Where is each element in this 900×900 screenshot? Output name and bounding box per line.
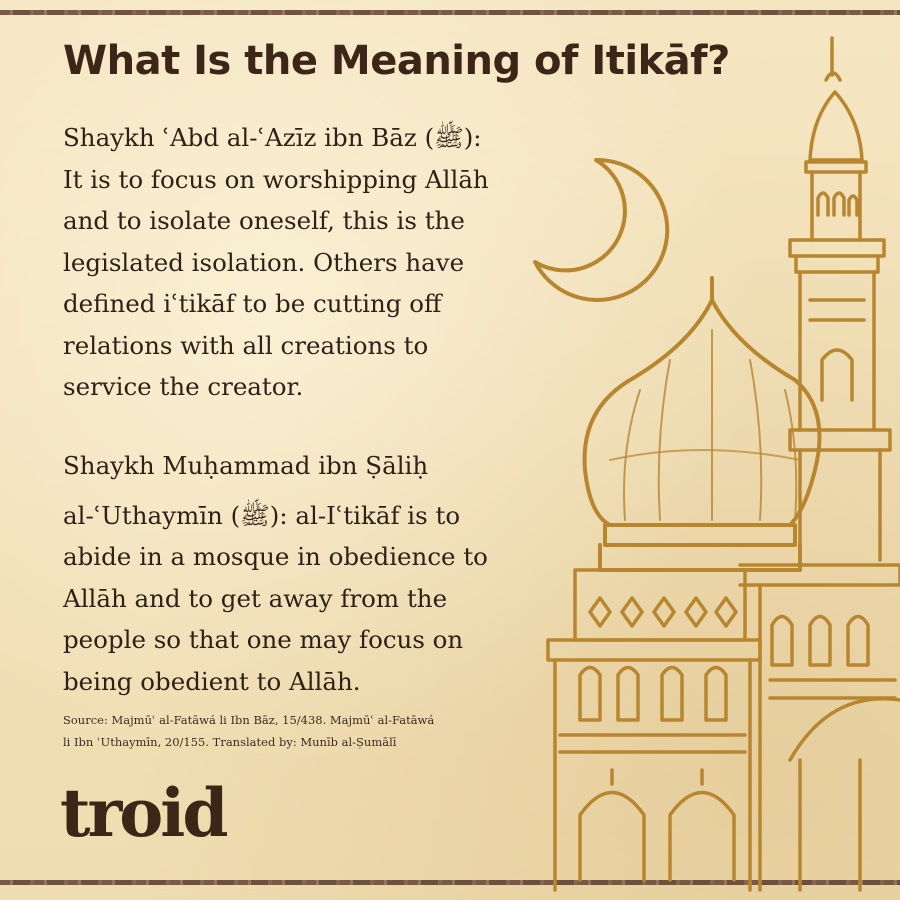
quote-line: al-ʿUthaymīn (ﷺ): al-Iʿtikāf is to [63, 500, 461, 530]
quote-line: and to isolate oneself, this is the [63, 206, 465, 235]
quote-line: Shaykh Muḥammad ibn Ṣāliḥ [63, 451, 429, 480]
quote-line: people so that one may focus on [63, 625, 464, 654]
quote-line: service the creator. [63, 372, 304, 401]
quote-line: Shaykh ʿAbd al-ʿAzīz ibn Bāz (ﷺ): [63, 123, 482, 152]
quote-line: relations with all creations to [63, 330, 429, 360]
quote-ibn-baz [63, 117, 563, 408]
quote-line: It is to focus on worshipping Allāh [63, 164, 489, 194]
source-citation [63, 709, 434, 753]
quote-uthaymin [63, 445, 563, 702]
source-line: Source: Majmūʿ al-Fatāwá li Ibn Bāz, 15/438. Majmūʿ al-Fatāwá [63, 713, 435, 727]
dome [585, 278, 820, 570]
quote-line: being obedient to Allāh. [63, 666, 361, 696]
quote-line: defined iʿtikāf to be cutting off [63, 289, 442, 318]
troid-logo: troid [60, 774, 226, 852]
quote-line: legislated isolation. Others have [63, 247, 465, 277]
source-line: li Ibn ʿUthaymīn, 20/155. Translated by: Munīb al-Ṣumālī [63, 735, 397, 749]
minaret [790, 38, 890, 560]
central-building [548, 570, 760, 890]
page-title: What Is the Meaning of Itikāf? [63, 38, 730, 84]
side-building [740, 565, 900, 890]
quote-line: abide in a mosque in obedience to [63, 542, 488, 571]
quote-line: Allāh and to get away from the [63, 583, 448, 613]
